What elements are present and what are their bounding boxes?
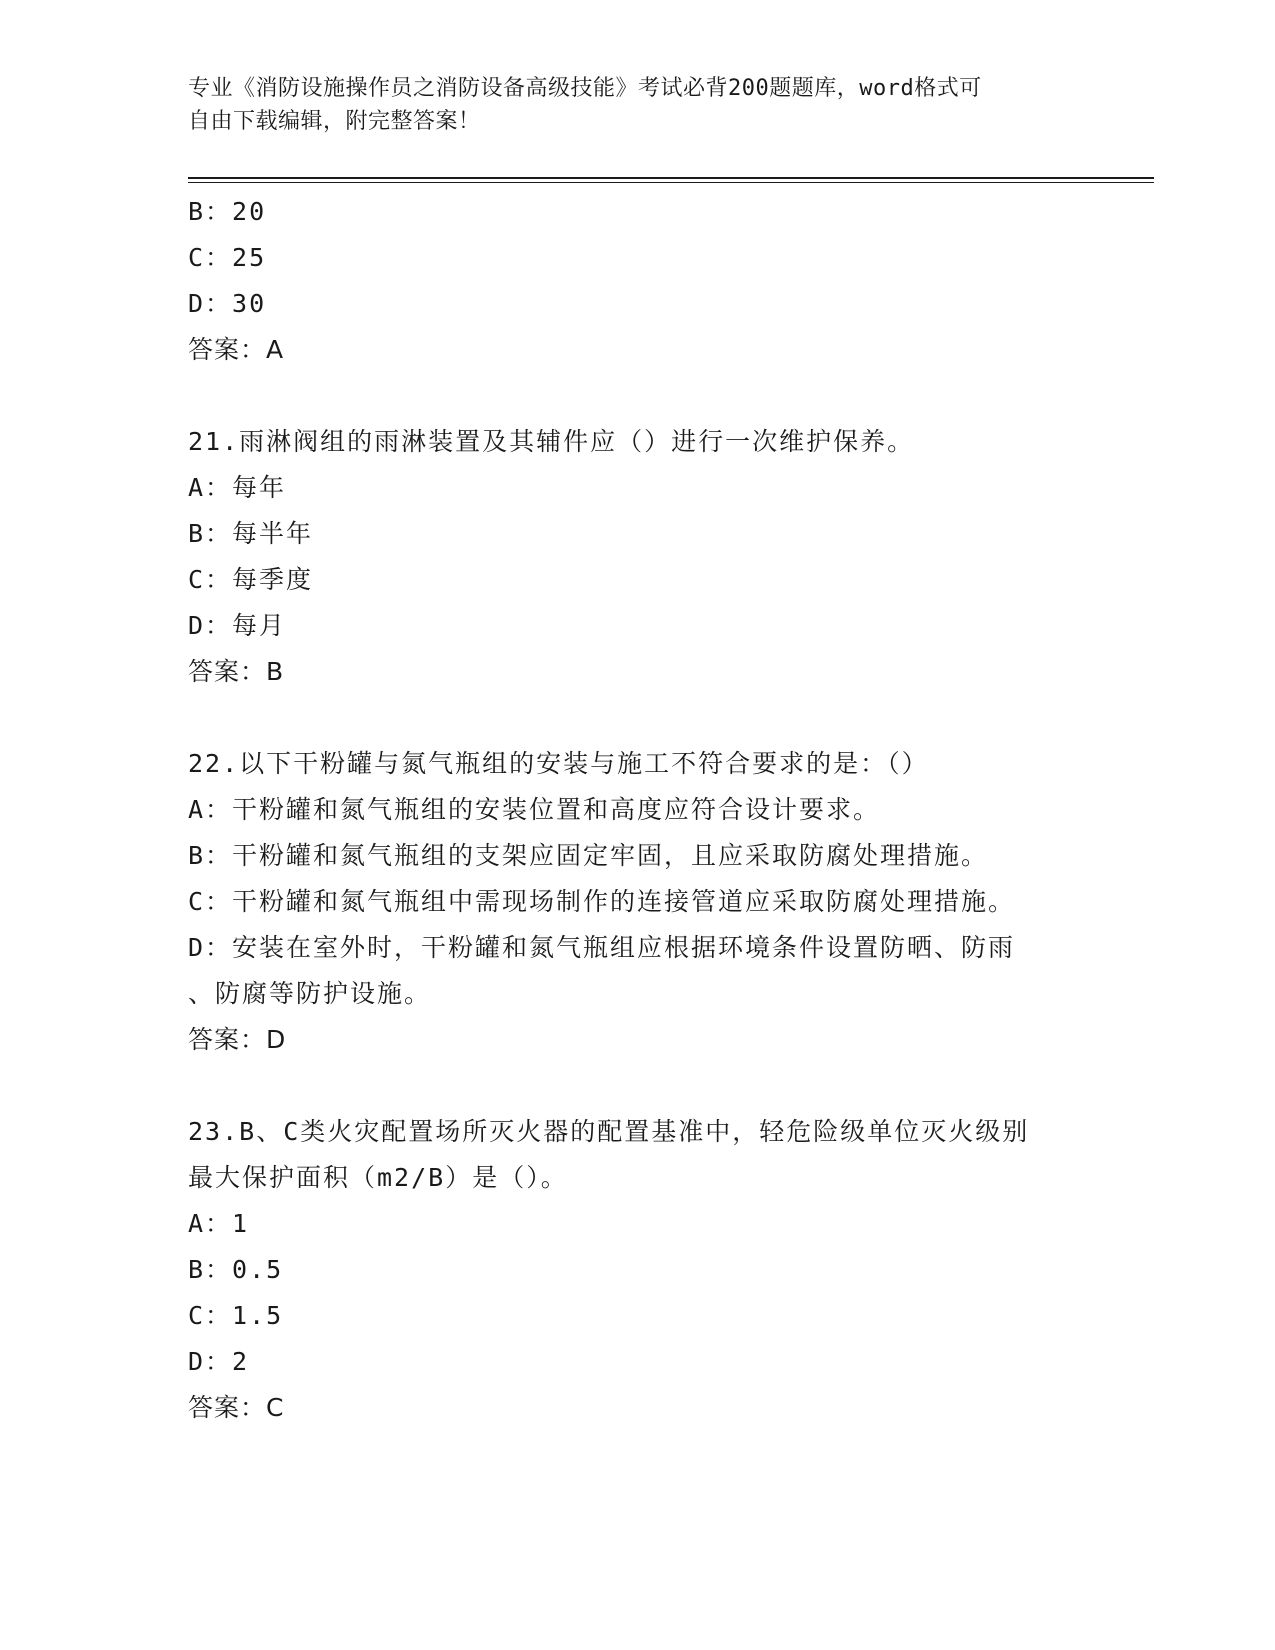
option-line: A：每年 <box>188 473 287 502</box>
answer-line: 答案：A <box>188 335 285 364</box>
option-line: B：20 <box>188 197 267 226</box>
question-block-23 <box>188 1109 1088 1431</box>
option-line: C：1.5 <box>188 1301 284 1330</box>
option-line: B：干粉罐和氮气瓶组的支架应固定牢固，且应采取防腐处理措施。 <box>188 841 989 870</box>
header-title-line-2: 自由下载编辑，附完整答案！ <box>188 109 481 134</box>
question-stem: 22.以下干粉罐与氮气瓶组的安装与施工不符合要求的是：（） <box>188 749 929 778</box>
option-line: B：0.5 <box>188 1255 284 1284</box>
page-header <box>188 72 1088 138</box>
option-line: D：2 <box>188 1347 250 1376</box>
option-line: C：25 <box>188 243 267 272</box>
option-line-continued: 、防腐等防护设施。 <box>188 979 432 1008</box>
spacer <box>188 373 1088 419</box>
option-line: D：30 <box>188 289 267 318</box>
option-line: A：干粉罐和氮气瓶组的安装位置和高度应符合设计要求。 <box>188 795 881 824</box>
header-divider-thin <box>188 182 1154 183</box>
option-line: B：每半年 <box>188 519 314 548</box>
option-line: D：每月 <box>188 611 287 640</box>
spacer <box>188 695 1088 741</box>
question-stem: 21.雨淋阀组的雨淋装置及其辅件应（）进行一次维护保养。 <box>188 427 915 456</box>
question-block-20 <box>188 189 1088 373</box>
answer-line: 答案：B <box>188 657 285 686</box>
question-list <box>188 189 1088 1431</box>
header-divider-thick <box>188 177 1154 179</box>
question-block-22 <box>188 741 1088 1063</box>
spacer <box>188 1063 1088 1109</box>
option-line: D：安装在室外时，干粉罐和氮气瓶组应根据环境条件设置防晒、防雨 <box>188 933 1016 962</box>
option-line: C：每季度 <box>188 565 314 594</box>
header-title-line-1: 专业《消防设施操作员之消防设备高级技能》考试必背200题题库，word格式可 <box>188 76 982 101</box>
option-line: C：干粉罐和氮气瓶组中需现场制作的连接管道应采取防腐处理措施。 <box>188 887 1016 916</box>
question-block-21 <box>188 419 1088 695</box>
answer-line: 答案：C <box>188 1393 285 1422</box>
option-line: A：1 <box>188 1209 250 1238</box>
answer-line: 答案：D <box>188 1025 287 1054</box>
question-stem-continued: 最大保护面积（m2/B）是（）。 <box>188 1163 568 1192</box>
question-stem: 23.B、C类火灾配置场所灭火器的配置基准中，轻危险级单位灭火级别 <box>188 1117 1030 1146</box>
